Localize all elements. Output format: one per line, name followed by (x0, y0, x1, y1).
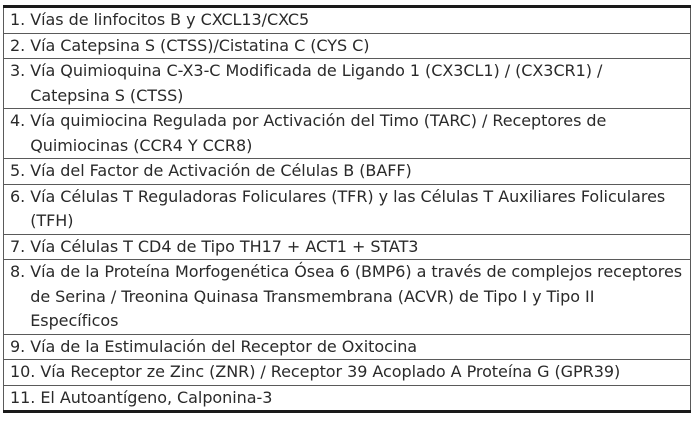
table-cell (4, 385, 691, 412)
list-item (10, 335, 684, 360)
table-row (4, 385, 691, 412)
item-text: Vía de la Proteína Morfogenética Ósea 6 (BMP6) a través de complejos receptores de Serina / Treonina Quinasa Transmembrana (ACVR) de Tipo I y Tipo II Específicos (30, 262, 683, 330)
table-cell (4, 260, 691, 335)
table-row (4, 184, 691, 234)
item-text: Vía Células T Reguladoras Foliculares (TFR) y las Células T Auxiliares Foliculares (TFH) (30, 186, 666, 230)
list-item (10, 159, 684, 184)
item-number: 8. (10, 262, 26, 281)
table-row (4, 360, 691, 386)
list-item (10, 386, 684, 411)
table-cell (4, 334, 691, 360)
table-row (4, 7, 691, 34)
item-number: 2. (10, 35, 26, 55)
list-item (10, 185, 684, 234)
table-row (4, 159, 691, 185)
table-row (4, 33, 691, 59)
item-text: Vía Catepsina S (CTSS)/Cistatina C (CYS C) (30, 35, 370, 55)
item-number: 4. (10, 111, 26, 130)
table-cell (4, 109, 691, 159)
item-text: Vía quimiocina Regulada por Activación del Timo (TARC) / Receptores de Quimiocinas (CCR4 Y CCR8) (30, 111, 607, 155)
table-cell (4, 360, 691, 386)
list-item (10, 8, 684, 33)
item-text: Vía de la Estimulación del Receptor de Oxitocina (30, 336, 418, 356)
table-cell (4, 184, 691, 234)
item-text: El Autoantígeno, Calponina-3 (40, 387, 273, 407)
list-item (10, 109, 684, 158)
item-number: 11. (10, 387, 36, 407)
item-number: 9. (10, 336, 26, 356)
list-item (10, 360, 684, 385)
item-text: Vía Receptor ze Zinc (ZNR) / Receptor 39 Acoplado A Proteína G (GPR39) (40, 362, 621, 381)
table-row (4, 334, 691, 360)
item-number: 7. (10, 236, 26, 256)
item-text: Vía Células T CD4 de Tipo TH17 + ACT1 + STAT3 (30, 236, 419, 256)
item-number: 3. (10, 61, 26, 80)
item-number: 10. (10, 362, 36, 381)
table-row (4, 260, 691, 335)
pathway-table (3, 5, 691, 413)
table-row (4, 109, 691, 159)
table-row (4, 234, 691, 260)
table-cell (4, 234, 691, 260)
item-text: Vía Quimioquina C-X3-C Modificada de Ligando 1 (CX3CL1) / (CX3CR1) / Catepsina S (CTSS) (30, 61, 603, 105)
item-number: 5. (10, 161, 26, 180)
table-cell (4, 7, 691, 34)
item-text: Vía del Factor de Activación de Células B (BAFF) (30, 161, 412, 180)
item-text: Vías de linfocitos B y CXCL13/CXC5 (30, 10, 310, 29)
item-number: 1. (10, 10, 26, 29)
list-item (10, 59, 684, 108)
list-item (10, 260, 684, 334)
list-item (10, 34, 684, 59)
table-cell (4, 33, 691, 59)
table-cell (4, 59, 691, 109)
table-row (4, 59, 691, 109)
table-cell (4, 159, 691, 185)
list-item (10, 235, 684, 260)
item-number: 6. (10, 186, 26, 206)
